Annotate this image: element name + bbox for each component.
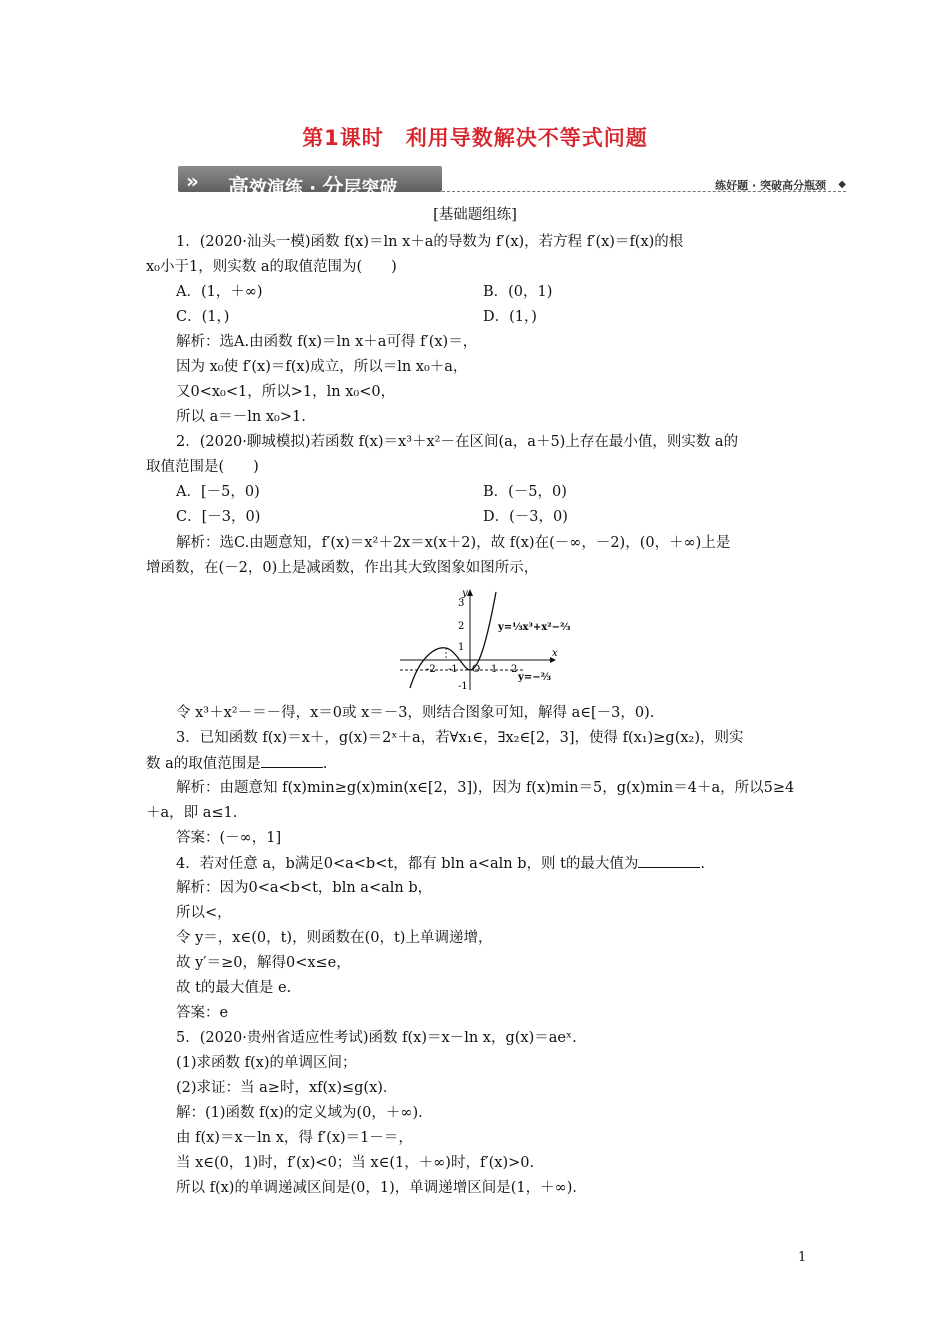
tick-label: -1 — [458, 681, 468, 692]
option-d: D．(－3，0) — [483, 509, 568, 525]
text-line: 又0<x₀<1，所以>1，ln x₀<0， — [176, 384, 396, 400]
option-d: D．(1，) — [483, 309, 537, 325]
tick-label: 1 — [491, 664, 498, 675]
option-c: C．(1，) — [176, 309, 230, 325]
answer-line: 答案：e — [176, 1005, 229, 1021]
text-line: 4．若对任意 a，b满足0<a<b<t，都有 bln a<aln b，则 t的最大值为 . — [176, 853, 705, 874]
text-line: 当 x∈(0，1)时，f′(x)<0；当 x∈(1，＋∞)时，f′(x)>0. — [176, 1155, 535, 1171]
section-banner — [178, 160, 846, 199]
y-axis-label: y — [462, 588, 468, 599]
tick-label: 3 — [458, 598, 465, 609]
text-line: (1)求函数 f(x)的单调区间； — [176, 1055, 357, 1071]
section-heading: [基础题组练] — [433, 207, 517, 223]
page-title: 第1课时 利用导数解决不等式问题 — [302, 126, 648, 150]
text-line: 3．已知函数 f(x)＝x＋，g(x)＝2ˣ＋a，若∀x₁∈，∃x₂∈[2，3]，使得 f(x₁)≥g(x₂)，则实 — [176, 730, 744, 746]
text-line: 1．(2020·汕头一模)函数 f(x)＝ln x＋a的导数为 f′(x)，若方程 f′(x)＝f(x)的根 — [176, 234, 684, 250]
text-line: 令 y＝，x∈(0，t)，则函数在(0，t)上单调递增， — [176, 930, 493, 946]
tick-label: -2 — [426, 664, 436, 675]
banner-bar — [178, 166, 442, 199]
text-line: 解析：选A.由函数 f(x)＝ln x＋a可得 f′(x)＝， — [176, 334, 478, 350]
text-line: x₀小于1，则实数 a的取值范围为( ) — [146, 259, 397, 275]
tick-label: 1 — [458, 642, 465, 653]
text-line: 取值范围是( ) — [146, 459, 259, 475]
text-line: 解析：因为0<a<b<t，bln a<aln b， — [176, 880, 433, 896]
text-line: 增函数，在(－2，0)上是减函数，作出其大致图象如图所示， — [146, 560, 539, 576]
answer-blank — [638, 853, 700, 868]
text-line: 5．(2020·贵州省适应性考试)函数 f(x)＝x－ln x，g(x)＝aeˣ. — [176, 1030, 577, 1046]
text-line: 所以 f(x)的单调递减区间是(0，1)，单调递增区间是(1，＋∞)． — [176, 1180, 587, 1196]
answer-line: 答案：(－∞，1] — [176, 830, 282, 846]
y-axis-arrow — [467, 589, 473, 596]
option-a: A．(1，＋∞) — [176, 284, 263, 300]
text-line: 故 t的最大值是 e. — [176, 980, 292, 996]
text-line: 所以<， — [176, 905, 232, 921]
option-c: C．[－3，0) — [176, 509, 261, 525]
function-graph — [398, 586, 571, 694]
tick-label: 2 — [511, 664, 518, 675]
text-line: 解析：由题意知 f(x)min≥g(x)min(x∈[2，3])，因为 f(x)min＝5，g(x)min＝4＋a，所以5≥4 — [176, 780, 795, 796]
banner-slogan: 练好题 · 突破高分瓶颈 — [715, 179, 826, 192]
text-line: 因为 x₀使 f′(x)＝f(x)成立，所以＝ln x₀＋a， — [176, 359, 468, 375]
tick-label: 2 — [458, 621, 465, 632]
line-label: y=−⅔ — [518, 672, 551, 683]
banner-title: 高效演练 · 分层突破 — [228, 175, 398, 199]
text-line: 所以 a＝－ln x₀>1. — [176, 409, 306, 425]
curve-label: y=⅓x³+x²−⅔ — [498, 622, 571, 633]
tick-label: O — [472, 664, 481, 675]
text-line: 解析：选C.由题意知，f′(x)＝x²＋2x＝x(x＋2)，故 f(x)在(－∞，－2)，(0，＋∞)上是 — [176, 535, 731, 551]
chevron-icon: » — [186, 169, 193, 193]
diamond-icon: ◆ — [838, 179, 846, 190]
text-line: 2．(2020·聊城模拟)若函数 f(x)＝x³＋x²－在区间(a，a＋5)上存在最小值，则实数 a的 — [176, 434, 739, 450]
text-line: 故 y′＝≥0，解得0<x≤e， — [176, 955, 351, 971]
text-line: 由 f(x)＝x－ln x，得 f′(x)＝1－＝， — [176, 1130, 413, 1146]
x-axis-label: x — [552, 648, 558, 659]
answer-blank — [261, 753, 323, 768]
tick-label: -1 — [448, 664, 458, 675]
text-line: 数 a的取值范围是 . — [146, 753, 327, 774]
option-b: B．(0，1) — [483, 284, 553, 300]
text-line: 解：(1)函数 f(x)的定义域为(0，＋∞)． — [176, 1105, 433, 1121]
text-line: 令 x³＋x²－＝－得，x＝0或 x＝－3，则结合图象可知，解得 a∈[－3，0). — [176, 705, 655, 721]
text-line: ＋a，即 a≤1. — [146, 805, 238, 821]
text-line: (2)求证：当 a≥时，xf(x)≤g(x)． — [176, 1080, 398, 1096]
option-a: A．[－5，0) — [176, 484, 260, 500]
page-number: 1 — [798, 1250, 807, 1265]
option-b: B．(－5，0) — [483, 484, 567, 500]
